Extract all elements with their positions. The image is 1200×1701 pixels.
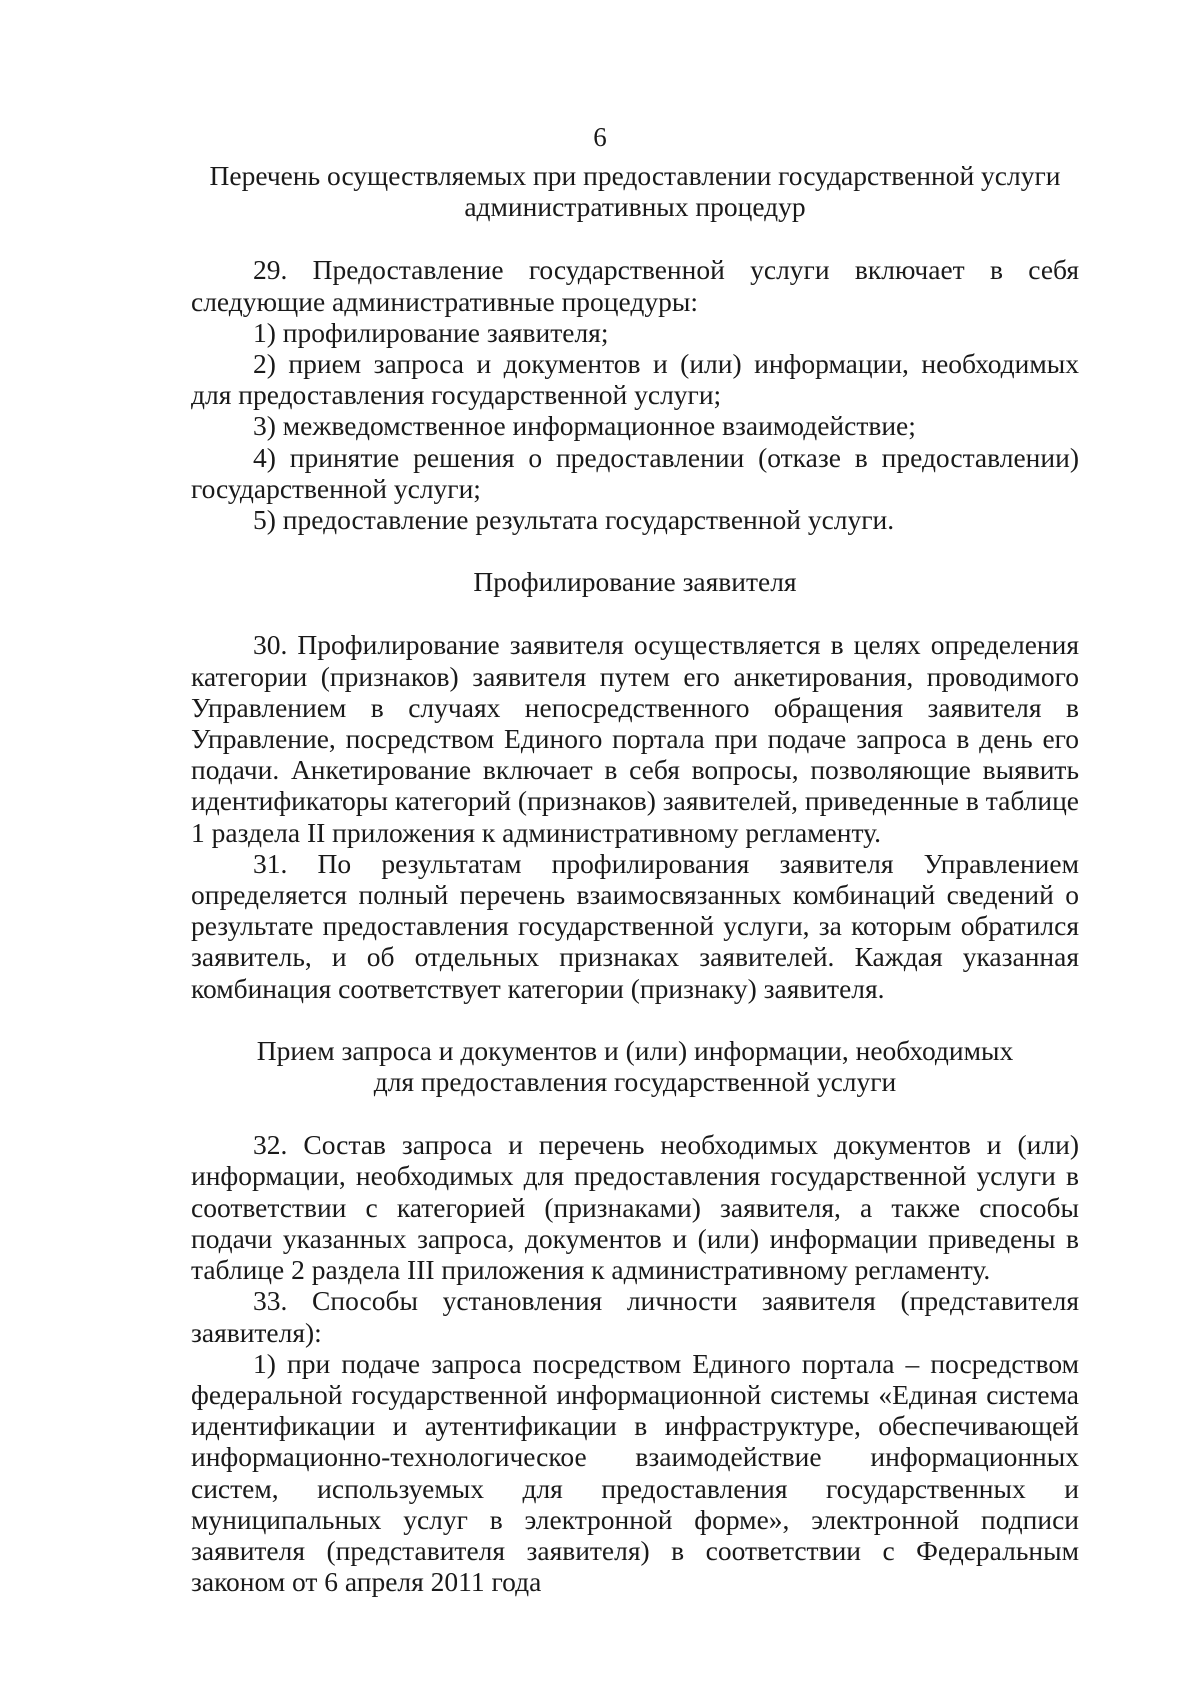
heading-line: Перечень осуществляемых при предоставлении государственной услуги	[209, 160, 1061, 191]
paragraph: 29. Предоставление государственной услуги включает в себя следующие административные процедуры:	[191, 254, 1079, 317]
list-item: 1) профилирование заявителя;	[253, 316, 609, 348]
section-heading	[191, 566, 1079, 597]
paragraph: 33. Способы установления личности заявителя (представителя заявителя):	[191, 1285, 1079, 1348]
page-number: 6	[593, 122, 607, 152]
list-item: 2) прием запроса и документов и (или) информации, необходимых для предоставления государственной услуги;	[191, 348, 1079, 411]
paragraph: 31. По результатам профилирования заявителя Управлением определяется полный перечень взаимосвязанных комбинаций сведений о результате предоставления государственной услуги, за которым обратился заявитель, и об отдельных признаках заявителей. Каждая указанная комбинация соответствует категории (признаку) заявителя.	[191, 847, 1079, 1004]
list-item: 4) принятие решения о предоставлении (отказе в предоставлении) государственной услуги;	[191, 441, 1079, 504]
list-item: 3) межведомственное информационное взаимодействие;	[253, 410, 916, 442]
paragraph: 32. Состав запроса и перечень необходимых документов и (или) информации, необходимых для предоставления государственной услуги в соответствии с категорией (признаками) заявителя, а также способы подачи указанных запроса, документов и (или) информации приведены в таблице 2 раздела III приложения к административному регламенту.	[191, 1129, 1079, 1286]
list-item: 5) предоставление результата государственной услуги.	[253, 504, 895, 536]
list-item: 1) при подаче запроса посредством Единого портала – посредством федеральной государственной информационной системы «Единая система идентификации и аутентификации в инфраструктуре, обеспечивающей информационно-технологическое взаимодействие информационных систем, используемых для предоставления государственных и муниципальных услуг в электронной форме», электронной подписи заявителя (представителя заявителя) в соответствии с Федеральным законом от 6 апреля 2011 года	[191, 1347, 1079, 1598]
document-body	[191, 160, 1079, 1597]
section-heading	[191, 160, 1079, 222]
section-heading	[191, 1035, 1079, 1097]
heading-line: Прием запроса и документов и (или) информации, необходимых	[256, 1034, 1014, 1066]
heading-line: административных процедур	[464, 191, 806, 223]
heading-line: Профилирование заявителя	[473, 566, 797, 598]
heading-line: для предоставления государственной услуги	[373, 1066, 897, 1098]
paragraph: 30. Профилирование заявителя осуществляется в целях определения категории (признаков) заявителя путем его анкетирования, проводимого Управлением в случаях непосредственного обращения заявителя в Управление, посредством Единого портала при подаче запроса в день его подачи. Анкетирование включает в себя вопросы, позволяющие выявить идентификаторы категорий (признаков) заявителей, приведенные в таблице 1 раздела II приложения к административному регламенту.	[191, 629, 1079, 848]
